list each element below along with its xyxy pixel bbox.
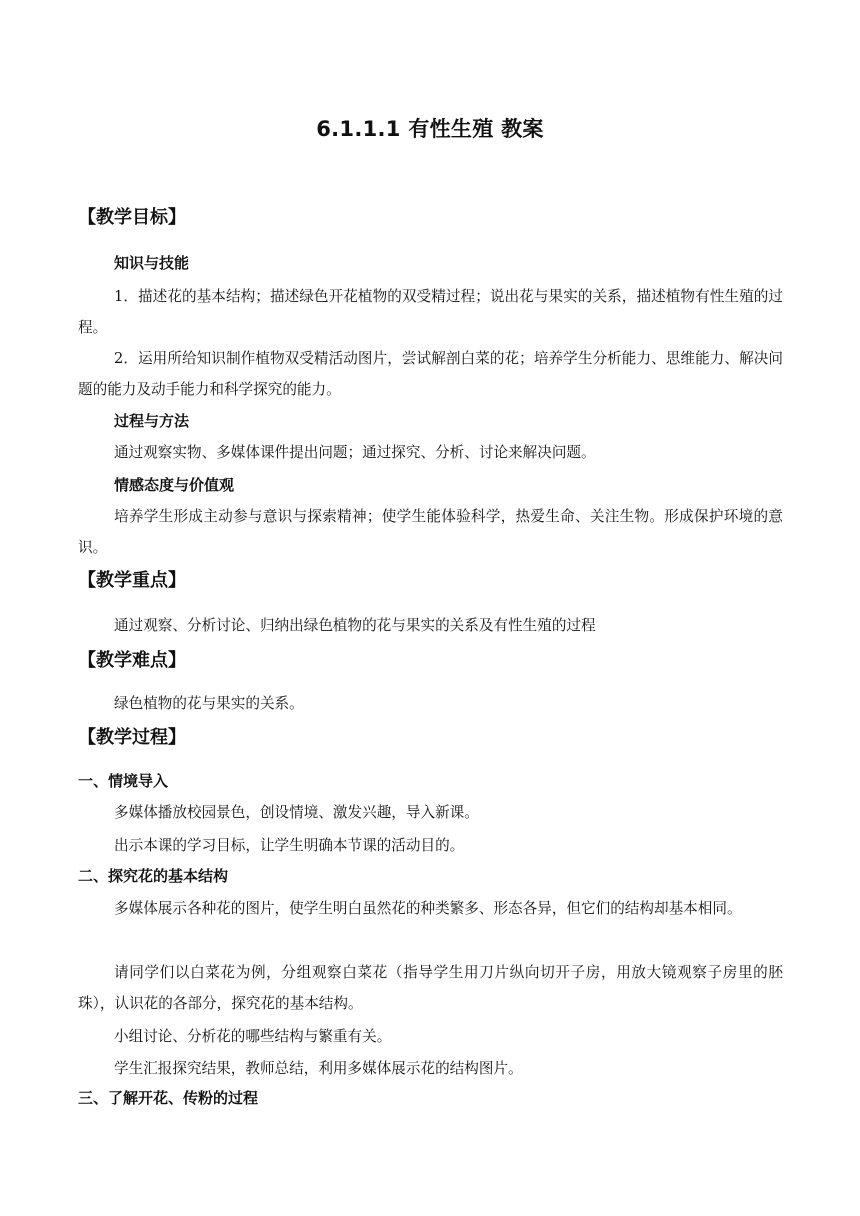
paragraph-step1-2: 出示本课的学习目标，让学生明确本节课的活动目的。 (114, 837, 465, 854)
step-heading-2: 二、探究花的基本结构 (78, 867, 229, 885)
paragraph-step2-3: 小组讨论、分析花的哪些结构与繁重有关。 (114, 1028, 392, 1045)
paragraph-process-method: 通过观察实物、多媒体课件提出问题；通过探究、分析、讨论来解决问题。 (114, 444, 596, 461)
paragraph-step2-1: 多媒体展示各种花的图片，使学生明白虽然花的种类繁多、形态各异，但它们的结构却基本相同。 (114, 900, 742, 917)
subheading-knowledge-skills: 知识与技能 (114, 254, 190, 272)
paragraph-step2-2: 请同学们以白菜花为例，分组观察白菜花（指导学生用刀片纵向切开子房，用放大镜观察子房里的胚珠），认识花的各部分，探究花的基本结构。 (78, 964, 783, 1012)
paragraph-step2-4: 学生汇报探究结果，教师总结，利用多媒体展示花的结构图片。 (114, 1060, 523, 1077)
section-heading-key-points: 【教学重点】 (78, 570, 186, 591)
paragraph-goal-2: 2．运用所给知识制作植物双受精活动图片，尝试解剖白菜的花；培养学生分析能力、思维能力、解决问题的能力及动手能力和科学探究的能力。 (78, 350, 783, 398)
section-heading-difficulties: 【教学难点】 (78, 650, 186, 671)
paragraph-step1-1: 多媒体播放校园景色，创设情境、激发兴趣，导入新课。 (114, 804, 479, 821)
paragraph-difficulties: 绿色植物的花与果实的关系。 (114, 695, 304, 712)
paragraph-key-points: 通过观察、分析讨论、归纳出绿色植物的花与果实的关系及有性生殖的过程 (114, 617, 596, 634)
paragraph-emotion-values: 培养学生形成主动参与意识与探索精神；使学生能体验科学，热爱生命、关注生物。形成保护环境的意识。 (78, 508, 783, 556)
document-title: 6.1.1.1 有性生殖 教案 (316, 117, 544, 141)
section-heading-procedure: 【教学过程】 (78, 727, 186, 748)
step-heading-1: 一、情境导入 (78, 772, 169, 790)
step-heading-3: 三、了解开花、传粉的过程 (78, 1089, 259, 1107)
subheading-process-method: 过程与方法 (114, 412, 190, 430)
subheading-emotion-values: 情感态度与价值观 (114, 476, 235, 494)
section-heading-goals: 【教学目标】 (78, 207, 186, 228)
paragraph-goal-1: 1．描述花的基本结构；描述绿色开花植物的双受精过程；说出花与果实的关系，描述植物有性生殖的过程。 (78, 288, 783, 336)
